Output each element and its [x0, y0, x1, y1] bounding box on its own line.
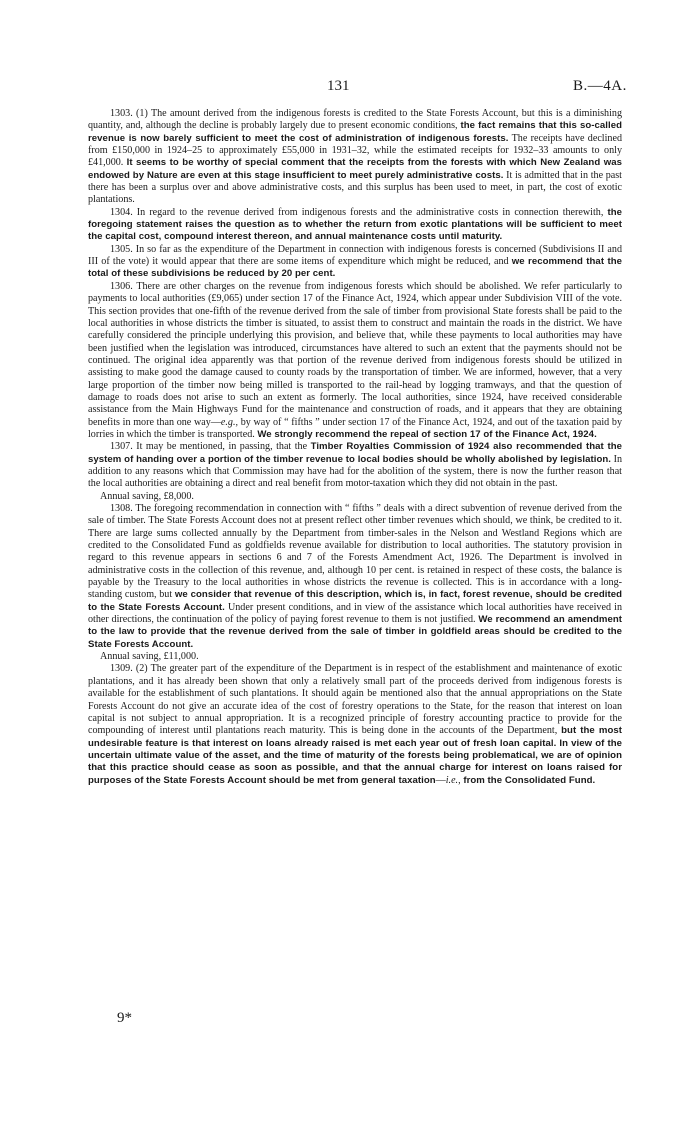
italic-text: e.g.,: [220, 416, 238, 428]
bold-recommendation: We strongly recommend the repeal of section 17 of the Finance Act, 1924.: [257, 428, 597, 440]
paragraph: [88, 651, 622, 663]
paragraph: [88, 108, 622, 207]
text-run: 1306. There are other charges on the revenue from indigenous forests which should be abolished. We refer particularly to payments to local authorities (£9,065) under section 17 of the Finance Act, 1924, which appear under Subdivision VIII of the vote. This section provides that one-fifth of the revenue derived from the sale of timber from provisional State forests shall be paid to the local authorities in whose districts the timber is situated, to assist them to construct and maintain the roads in the district. We have carefully considered the principle underlying this provision, and believe that, while these payments to local authorities may have been justified when the legislation was introduced, circumstances have altered to such an extent that the payments should not be continued. The original idea apparently was that portion of the revenue derived from indigenous forests should be utilized in assisting to make good the damage caused to county roads by the transportation of timber. We are informed, however, that a very large proportion of the timber now being milled is transported to the rail-head by logging tramways, and that the question of damage to roads does not arise to such an extent as formerly. The local authorities, since 1924, have received considerable assistance from the Main Highways Fund for the maintenance and construction of roads, and it appears that they are obtaining benefits in more than one way—: [88, 280, 622, 428]
text-run: —: [435, 774, 446, 786]
paragraph: [88, 207, 622, 244]
page-number: 131: [327, 78, 350, 94]
bold-recommendation: but the most undesirable feature is that interest on loans already raised is met each year out of fresh loan capital. In view of the uncertain ultimate value of the asset, and the time of maturity of the forests being problematical, we are of opinion that this practice should cease as soon as possible, and that the annual charge for interest on loans raised for purposes of the State Forests Account should be met from general taxation: [88, 725, 622, 786]
italic-text: i.e.,: [445, 774, 461, 786]
bold-recommendation: we consider that revenue of this description, which is, in fact, forest revenue, should be credited to the State Forests Account.: [88, 589, 622, 613]
page-header: [0, 78, 700, 102]
document-reference: B.—4A.: [573, 78, 627, 94]
paragraph: [88, 663, 622, 786]
text-run: In addition to any reasons which that Commission may have had for the abolition of the system, there is now the further reason that the local authorities are obtaining a direct and real benefit from motor-taxation which they did not obtain in the past.: [88, 453, 623, 490]
text-run: Under present conditions, and in view of the assistance which local authorities have received in other directions, the continuation of the policy of paying forest revenue to them is not justified.: [88, 601, 622, 626]
text-run: It is admitted that in the past there has been a surplus over and above administrative costs, and this surplus has been used to meet, in part, the cost of exotic plantations.: [88, 169, 622, 206]
paragraph: [88, 281, 622, 441]
document-body: [88, 108, 622, 787]
bold-recommendation: the fact remains that this so-called revenue is now barely sufficient to meet the cost of administration of indigenous forests.: [88, 120, 622, 144]
paragraph: [88, 491, 622, 503]
paragraph: [88, 441, 622, 490]
paragraph: [88, 244, 622, 281]
bold-recommendation: Timber Royalties Commission of 1924 also recommended that the system of handing over a portion of the timber revenue to local bodies should be wholly abolished by legislation.: [88, 441, 623, 465]
bold-recommendation: from the Consolidated Fund.: [460, 774, 596, 786]
text-run: 1307. It may be mentioned, in passing, that the: [110, 441, 311, 453]
bold-recommendation: We recommend an amendment to the law to provide that the revenue derived from the sale of timber in goldfield areas should be credited to the State Forests Account.: [88, 614, 622, 650]
text-run: 1304. In regard to the revenue derived from indigenous forests and the administrative costs in connection therewith,: [110, 206, 608, 218]
text-run: 1309. (2) The greater part of the expenditure of the Department is in respect of the establishment and maintenance of exotic plantations, and it has already been shown that only a relatively small part of the proceeds derived from indigenous forests is available for the establishment of such plantations. It should again be mentioned also that the annual appropriations on the State Forests Account do not give an accurate idea of the cost of forestry operations to the State, for the reason that interest on loan capital is not subject to annual appropriation. It is a recognized principle of forestry accounting practice to provide for the compounding of interest until plantations reach maturity. This is being done in the accounts of the Department,: [88, 663, 622, 737]
text-run: The receipts have declined from £150,000 in 1924–25 to approximately £55,000 in 1931–32, while the estimated receipts for 1932–33 amounts to only £41,000.: [88, 132, 622, 169]
paragraph: [88, 503, 622, 651]
text-run: by way of “ fifths ” under section 17 of the Finance Act, 1924, and out of the taxation paid by lorries in which the timber is transported.: [88, 416, 622, 440]
bold-recommendation: the foregoing statement raises the question as to whether the return from exotic plantations will be sufficient to meet the capital cost, compound interest thereon, and annual maintenance costs until maturity.: [88, 206, 622, 243]
bold-recommendation: It seems to be worthy of special comment that the receipts from the forests with which New Zealand was endowed by Nature are even at this stage insufficient to meet purely administrative costs.: [88, 157, 622, 181]
text-run: Annual saving, £11,000.: [100, 651, 199, 663]
text-run: 1303. (1) The amount derived from the indigenous forests is credited to the State Forests Account, but this is a diminishing quantity, and, although the decline is probably largely due to present economic conditions,: [88, 108, 622, 132]
text-run: 1305. In so far as the expenditure of the Department in connection with indigenous forests is concerned (Subdivisions II and III of the vote) it would appear that there are some items of expenditure which might be reduced, and: [88, 243, 622, 268]
text-run: Annual saving, £8,000.: [100, 490, 194, 502]
bold-recommendation: we recommend that the total of these subdivisions be reduced by 20 per cent.: [88, 256, 622, 280]
text-run: 1308. The foregoing recommendation in connection with “ fifths ” deals with a direct subvention of revenue derived from the sale of timber. The State Forests Account does not at present reflect other timber revenues which should, we think, be credited to it. There are large sums collected annually by the Department from timber-sales in the Nelson and Westland Regions which are credited to the Consolidated Fund as goldfields revenue available for distribution to local authorities. The statutory provision in regard to this revenue appears in sections 6 and 7 of the Forests Amendment Act, 1926. The Department is involved in administrative costs in the collection of this revenue, and, although 10 per cent. is retained in respect of these costs, the balance is payable by the Treasury to the local authorities in whose districts the revenue is collected. This is in accordance with a long-standing custom, but: [88, 503, 622, 601]
signature-mark: 9*: [117, 1010, 132, 1026]
